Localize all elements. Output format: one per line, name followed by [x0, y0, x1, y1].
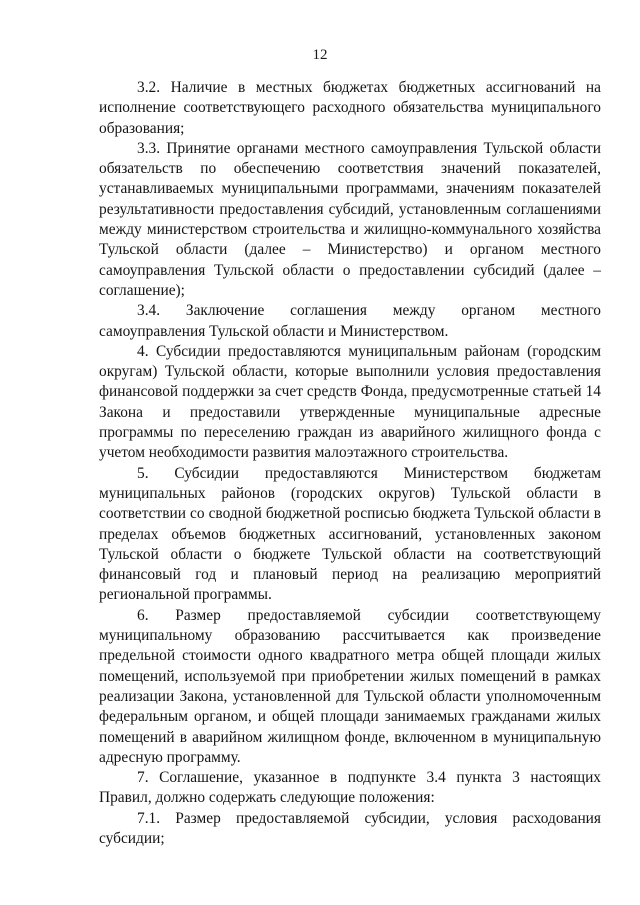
paragraph-4: 4. Субсидии предоставляются муниципальным районам (городским округам) Тульской области, которые выполнили условия предоставления финансовой поддержки за счет средств Фонда, предусмотренные статьей 14 Закона и предоставили утвержденные муниципальные адресные программы по переселению граждан из аварийного жилищного фонда с учетом необходимости развития малоэтажного строительства. — [99, 342, 601, 462]
paragraph-3-4: 3.4. Заключение соглашения между органом местного самоуправления Тульской области и Министерством. — [99, 302, 601, 340]
paragraph-6: 6. Размер предоставляемой субсидии соответствующему муниципальному образованию рассчитывается как произведение предельной стоимости одного квадратного метра общей площади жилых помещений, используемой при приобретении жилых помещений в рамках реализации Закона, установленной для Тульской области уполномоченным федеральным органом, и общей площади занимаемых гражданами жилых помещений в аварийном жилищном фонде, включенном в муниципальную адресную программу. — [99, 606, 601, 766]
paragraph-7: 7. Соглашение, указанное в подпункте 3.4 пункта 3 настоящих Правил, должно содержать следующие положения: — [99, 769, 601, 807]
paragraph-7-1: 7.1. Размер предоставляемой субсидии, условия расходования субсидии; — [99, 809, 601, 847]
paragraph-3-3: 3.3. Принятие органами местного самоуправления Тульской области обязательств по обеспечению соответствия значений показателей, устанавливаемых муниципальными программами, значениям показателей результативности предоставления субсидий, установленным соглашениями между министерством строительства и жилищно-коммунального хозяйства Тульской области (далее – Министерство) и органом местного самоуправления Тульской области о предоставлении субсидий (далее – соглашение); — [99, 139, 601, 299]
page-number: 12 — [312, 47, 328, 63]
paragraph-5: 5. Субсидии предоставляются Министерством бюджетам муниципальных районов (городских округов) Тульской области в соответствии со сводной бюджетной росписью бюджета Тульской области в пределах объемов бюджетных ассигнований, установленных законом Тульской области о бюджете Тульской области на соответствующий финансовый год и плановый период на реализацию мероприятий региональной программы. — [99, 464, 601, 604]
document-body — [99, 78, 601, 849]
paragraph-3-2: 3.2. Наличие в местных бюджетах бюджетных ассигнований на исполнение соответствующего расходного обязательства муниципального образования; — [99, 79, 601, 137]
